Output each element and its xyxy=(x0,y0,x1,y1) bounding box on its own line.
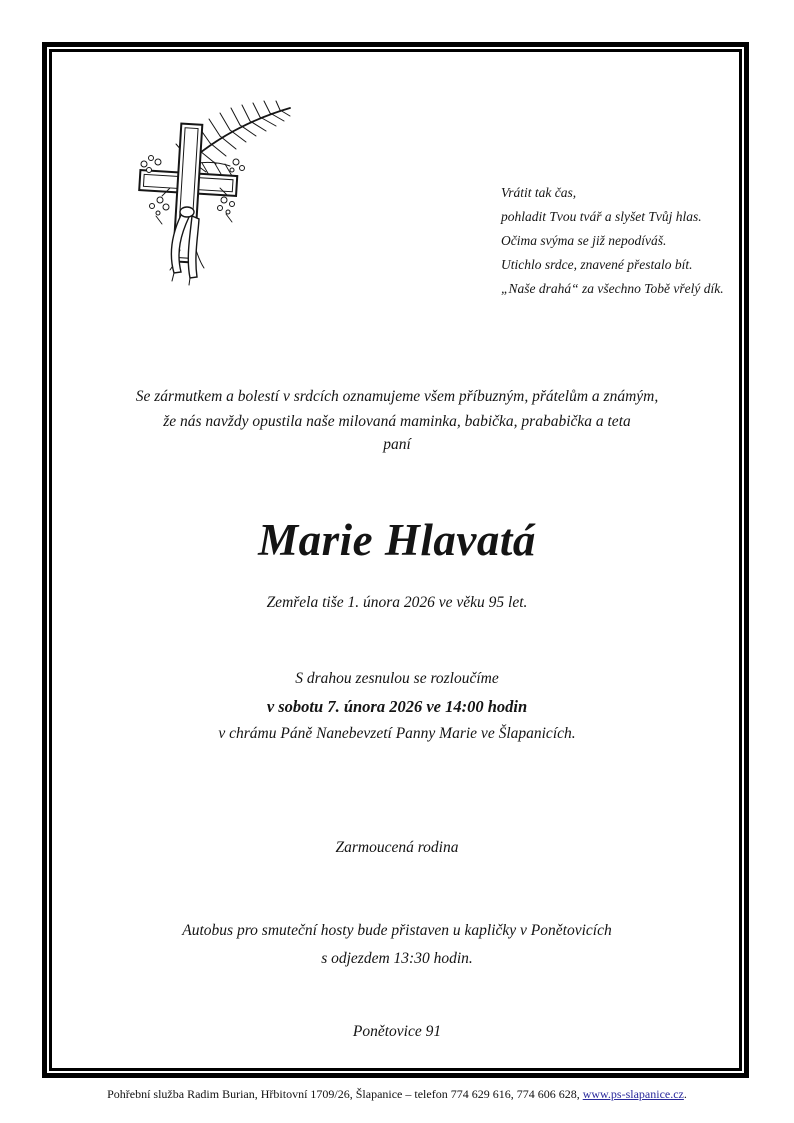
farewell-date-time: v sobotu 7. února 2026 ve 14:00 hodin xyxy=(266,696,528,716)
funeral-service-info: Pohřební služba Radim Burian, Hřbitovní 1709/26, Šlapanice – telefon 774 629 616, 774 606 628, xyxy=(107,1087,583,1101)
poem-line: Vrátit tak čas, xyxy=(501,185,577,200)
bus-info xyxy=(0,917,794,973)
bus-line: s odjezdem 13:30 hodin. xyxy=(321,950,473,967)
poem-line: „Naše drahá“ za všechno Tobě vřelý dík. xyxy=(501,281,724,296)
footer-suffix: . xyxy=(683,1087,687,1101)
address: Ponětovice 91 xyxy=(352,1023,442,1040)
announcement-text xyxy=(0,385,794,434)
family-signature: Zarmoucená rodina xyxy=(335,839,459,856)
poem-line: Očima svýma se již nepodíváš. xyxy=(501,233,667,248)
salutation: paní xyxy=(383,436,411,453)
farewell-location: v chrámu Páně Nanebevzetí Panny Marie ve Šlapanicích. xyxy=(218,725,576,742)
poem-line: pohladit Tvou tvář a slyšet Tvůj hlas. xyxy=(501,209,702,224)
announcement-line: Se zármutkem a bolestí v srdcích oznamujeme všem příbuzným, přátelům a známým, xyxy=(135,388,659,405)
bus-line: Autobus pro smuteční hosty bude přistaven u kapličky v Ponětovicích xyxy=(182,922,612,939)
death-info: Zemřela tiše 1. února 2026 ve věku 95 let. xyxy=(266,594,528,611)
cross-palm-illustration xyxy=(132,100,296,290)
funeral-service-link[interactable]: www.ps-slapanice.cz xyxy=(582,1087,684,1101)
poem-line: Utichlo srdce, znavené přestalo bít. xyxy=(501,257,693,272)
farewell-line: S drahou zesnulou se rozloučíme xyxy=(295,670,499,687)
memorial-poem xyxy=(501,181,724,301)
announcement-line: že nás navždy opustila naše milovaná maminka, babička, prababička a teta xyxy=(163,412,631,430)
footer xyxy=(0,1087,794,1102)
deceased-name: Marie Hlavatá xyxy=(258,515,536,565)
farewell-details xyxy=(0,665,794,748)
